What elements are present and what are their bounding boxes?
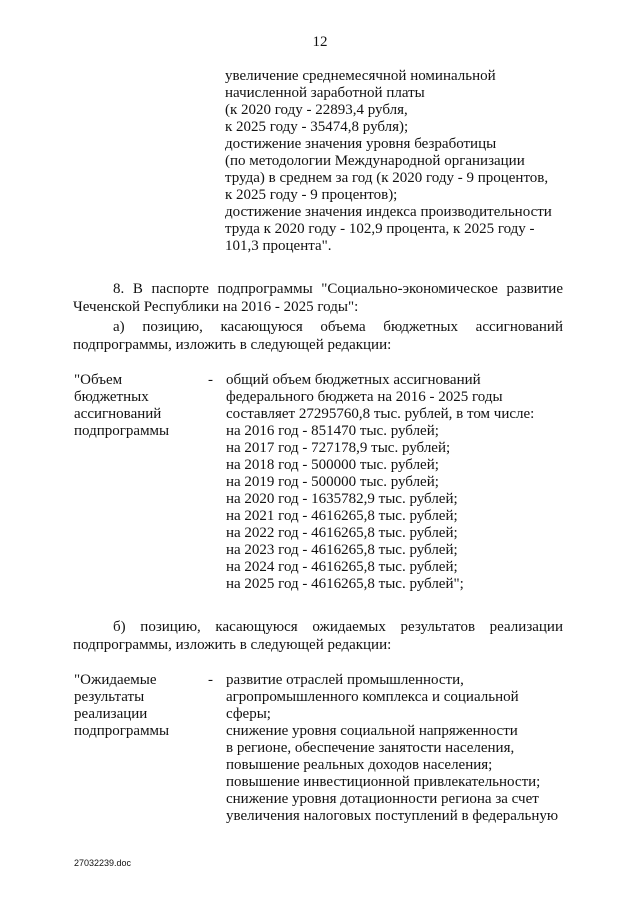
document-filename: 27032239.doc [74,858,132,868]
text-line: (к 2020 году - 22893,4 рубля, [225,102,408,118]
page-number: 12 [312,34,328,50]
paragraph-a: а) позицию, касающуюся объема бюджетных ассигнований подпрограммы, изложить в следующей редакции: [73,319,563,353]
budget-line: на 2020 год - 1635782,9 тыс. рублей; [226,491,458,507]
budget-position-label [74,372,199,440]
text-line: к 2025 году - 35474,8 рубля); [225,119,409,135]
budget-position-value [226,372,571,593]
text-line: увеличение среднемесячной номинальной [225,68,496,84]
results-position-label [74,672,199,740]
results-line: в регионе, обеспечение занятости населения, [226,740,515,756]
budget-line: на 2016 год - 851470 тыс. рублей; [226,423,439,439]
results-line: развитие отраслей промышленности, [226,672,464,688]
paragraph-8: 8. В паспорте подпрограммы "Социально-экономическое развитие Чеченской Республики на 2016 - 2025 годы": [73,281,563,315]
budget-line: общий объем бюджетных ассигнований [226,372,481,388]
label-line: подпрограммы [74,723,170,739]
text-line: труда) в среднем за год (к 2020 году - 9 процентов, [225,170,549,186]
label-line: подпрограммы [74,423,170,439]
budget-dash: - [208,372,213,388]
label-line: реализации [74,706,148,722]
results-line: сферы; [226,706,271,722]
label-line: "Ожидаемые [74,672,157,688]
budget-line: на 2024 год - 4616265,8 тыс. рублей; [226,559,458,575]
paragraph-b: б) позицию, касающуюся ожидаемых результатов реализации подпрограммы, изложить в следующей редакции: [73,619,563,653]
label-line: "Объем [74,372,123,388]
text-line: 101,3 процента". [225,238,332,254]
budget-line: на 2018 год - 500000 тыс. рублей; [226,457,439,473]
budget-line: составляет 27295760,8 тыс. рублей, в том числе: [226,406,535,422]
budget-line: на 2025 год - 4616265,8 тыс. рублей"; [226,576,464,592]
text-line: достижение значения индекса производительности [225,204,552,220]
results-line: агропромышленного комплекса и социальной [226,689,519,705]
results-line: повышение инвестиционной привлекательности; [226,774,541,790]
budget-line: на 2019 год - 500000 тыс. рублей; [226,474,439,490]
results-line: снижение уровня социальной напряженности [226,723,518,739]
results-line: повышение реальных доходов населения; [226,757,493,773]
text-line: труда к 2020 году - 102,9 процента, к 2025 году - [225,221,535,237]
indicator-continuation-block [225,68,565,255]
text-line: (по методологии Международной организации [225,153,525,169]
results-dash: - [208,672,213,688]
budget-line: на 2023 год - 4616265,8 тыс. рублей; [226,542,458,558]
budget-line: федерального бюджета на 2016 - 2025 годы [226,389,503,405]
budget-line: на 2017 год - 727178,9 тыс. рублей; [226,440,451,456]
label-line: ассигнований [74,406,162,422]
results-line: снижение уровня дотационности региона за счет [226,791,539,807]
results-line: увеличения налоговых поступлений в федеральную [226,808,559,824]
budget-line: на 2022 год - 4616265,8 тыс. рублей; [226,525,458,541]
label-line: результаты [74,689,145,705]
label-line: бюджетных [74,389,149,405]
text-line: к 2025 году - 9 процентов); [225,187,398,203]
text-line: достижение значения уровня безработицы [225,136,497,152]
budget-line: на 2021 год - 4616265,8 тыс. рублей; [226,508,458,524]
results-position-value [226,672,571,825]
text-line: начисленной заработной платы [225,85,425,101]
